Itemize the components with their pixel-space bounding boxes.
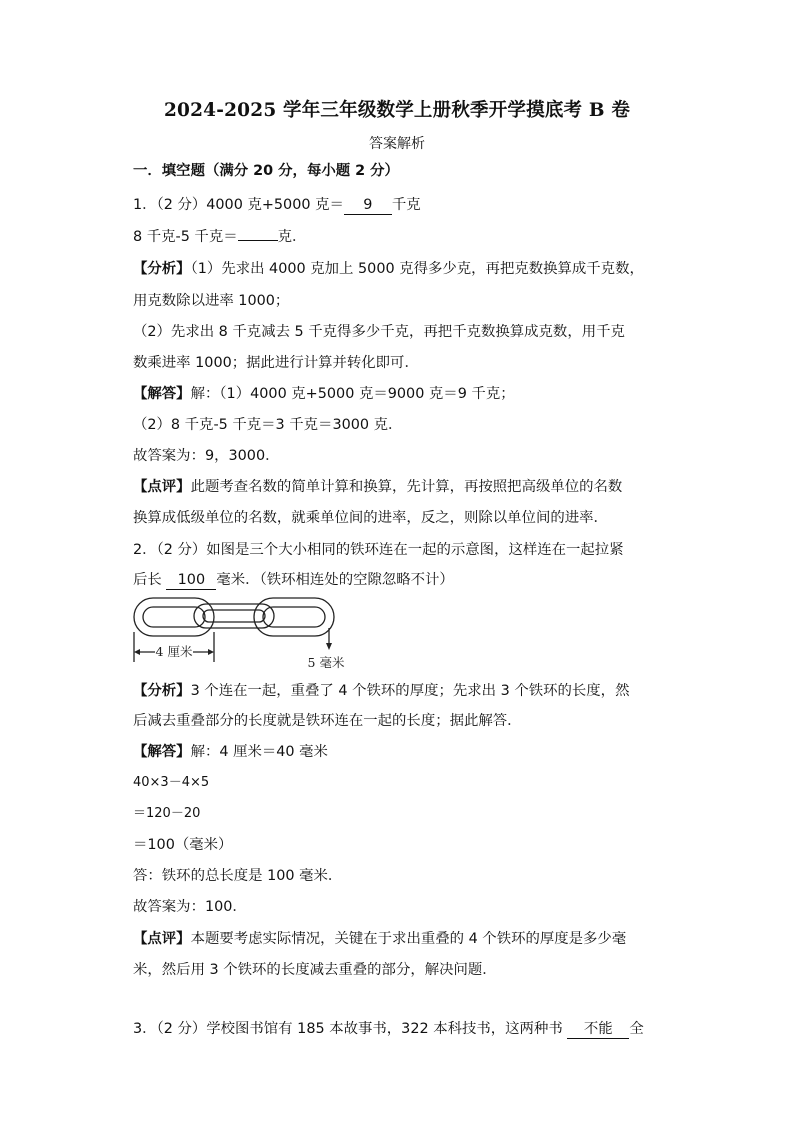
q2-analysis-text-1: 3 个连在一起，重叠了 4 个铁环的厚度；先求出 3 个铁环的长度，然 xyxy=(190,683,630,699)
q1-analysis-line-3: （2）先求出 8 千克减去 5 千克得多少千克，再把千克数换算成克数，用千克 xyxy=(133,324,625,340)
thickness-arrowhead xyxy=(326,643,332,650)
q2-analysis-line-1 xyxy=(133,681,629,701)
q2-answer-line-1 xyxy=(133,742,328,762)
q2-reply: 答：铁环的总长度是 100 毫米． xyxy=(133,868,343,884)
q1-analysis-line-4: 数乘进率 1000；据此进行计算并转化即可． xyxy=(133,355,419,371)
q3-stem-prefix: 3．（2 分）学校图书馆有 185 本故事书，322 本科技书，这两种书 xyxy=(133,1021,563,1037)
q2-answer-blank: 100 xyxy=(166,572,216,590)
iron-ring-2 xyxy=(194,604,274,628)
document-subtitle: 答案解析 xyxy=(369,136,425,152)
q1-comment-tag: 【点评】 xyxy=(133,479,191,495)
q1-analysis-tag: 【分析】 xyxy=(133,261,191,277)
width-label: 4 厘米 xyxy=(155,644,193,659)
q1-answer-line-1 xyxy=(133,384,515,404)
q1-final-answer: 故答案为：9，3000． xyxy=(133,448,280,464)
q1-analysis-line-2: 用克数除以进率 1000； xyxy=(133,293,290,309)
q1-stem-b-prefix: 8 千克-5 千克＝ xyxy=(133,229,238,245)
q2-stem-suffix: 毫米．（铁环相连处的空隙忽略不计） xyxy=(216,572,454,588)
q1-answer-blank-a: 9 xyxy=(344,197,392,215)
q2-comment-line-2: 米，然后用 3 个铁环的长度减去重叠的部分，解决问题． xyxy=(133,962,497,978)
q1-answer-line-2: （2）8 千克-5 千克＝3 千克＝3000 克． xyxy=(133,417,403,433)
q2-analysis-line-2: 后减去重叠部分的长度就是铁环连在一起的长度；据此解答． xyxy=(133,713,522,729)
q1-answer-text-1: 解：（1）4000 克+5000 克＝9000 克＝9 千克； xyxy=(190,386,515,402)
iron-ring-1 xyxy=(134,598,214,636)
q1-answer-blank-b xyxy=(238,240,278,241)
dimension-arrowhead-right xyxy=(208,649,214,655)
q3-stem-suffix: 全 xyxy=(629,1021,644,1037)
q1-analysis-line-1 xyxy=(133,259,644,279)
q2-answer-tag: 【解答】 xyxy=(133,744,191,760)
q1-stem-a xyxy=(133,195,421,215)
iron-ring-3 xyxy=(254,598,334,636)
q1-analysis-text-1: （1）先求出 4000 克加上 5000 克得多少克，再把克数换算成千克数， xyxy=(190,261,644,277)
q1-stem-b xyxy=(133,227,306,247)
q2-calc-line-2: ＝120－20 xyxy=(133,806,201,821)
section-heading: 一．填空题（满分 20 分，每小题 2 分） xyxy=(133,163,399,179)
q2-comment-text-1: 本题要考虑实际情况，关键在于求出重叠的 4 个铁环的厚度是多少毫 xyxy=(190,931,627,947)
q1-comment-text-1: 此题考查名数的简单计算和换算，先计算，再按照把高级单位的名数 xyxy=(190,479,623,495)
q2-calc-line-3: ＝100（毫米） xyxy=(133,837,233,853)
iron-ring-2-inner xyxy=(203,610,265,622)
q2-stem-prefix: 后长 xyxy=(133,572,162,588)
q2-stem-line-1: 2．（2 分）如图是三个大小相同的铁环连在一起的示意图，这样连在一起拉紧 xyxy=(133,542,624,558)
q1-stem-a-suffix: 千克 xyxy=(391,197,421,213)
q1-stem-b-suffix: 克． xyxy=(277,229,307,245)
q1-stem-a-prefix: 1．（2 分）4000 克+5000 克＝ xyxy=(133,197,344,213)
dimension-arrowhead-left xyxy=(134,649,140,655)
q2-calc-line-1: 40×3－4×5 xyxy=(133,775,210,790)
q2-analysis-tag: 【分析】 xyxy=(133,683,191,699)
q1-comment-line-2: 换算成低级单位的名数，就乘单位间的进率，反之，则除以单位间的进率． xyxy=(133,510,608,526)
q2-comment-line-1 xyxy=(133,929,626,949)
thickness-label: 5 毫米 xyxy=(307,655,345,670)
iron-rings-figure xyxy=(131,596,351,674)
q3-stem xyxy=(133,1019,644,1039)
q1-comment-line-1 xyxy=(133,477,622,497)
q2-answer-text-1: 解：4 厘米＝40 毫米 xyxy=(190,744,328,760)
q1-answer-tag: 【解答】 xyxy=(133,386,191,402)
q2-stem-line-2 xyxy=(133,570,454,590)
q2-comment-tag: 【点评】 xyxy=(133,931,191,947)
q3-answer-blank: 不能 xyxy=(567,1021,629,1039)
q2-final-answer: 故答案为：100． xyxy=(133,899,247,915)
document-title: 2024-2025 学年三年级数学上册秋季开学摸底考 B 卷 xyxy=(163,100,631,121)
